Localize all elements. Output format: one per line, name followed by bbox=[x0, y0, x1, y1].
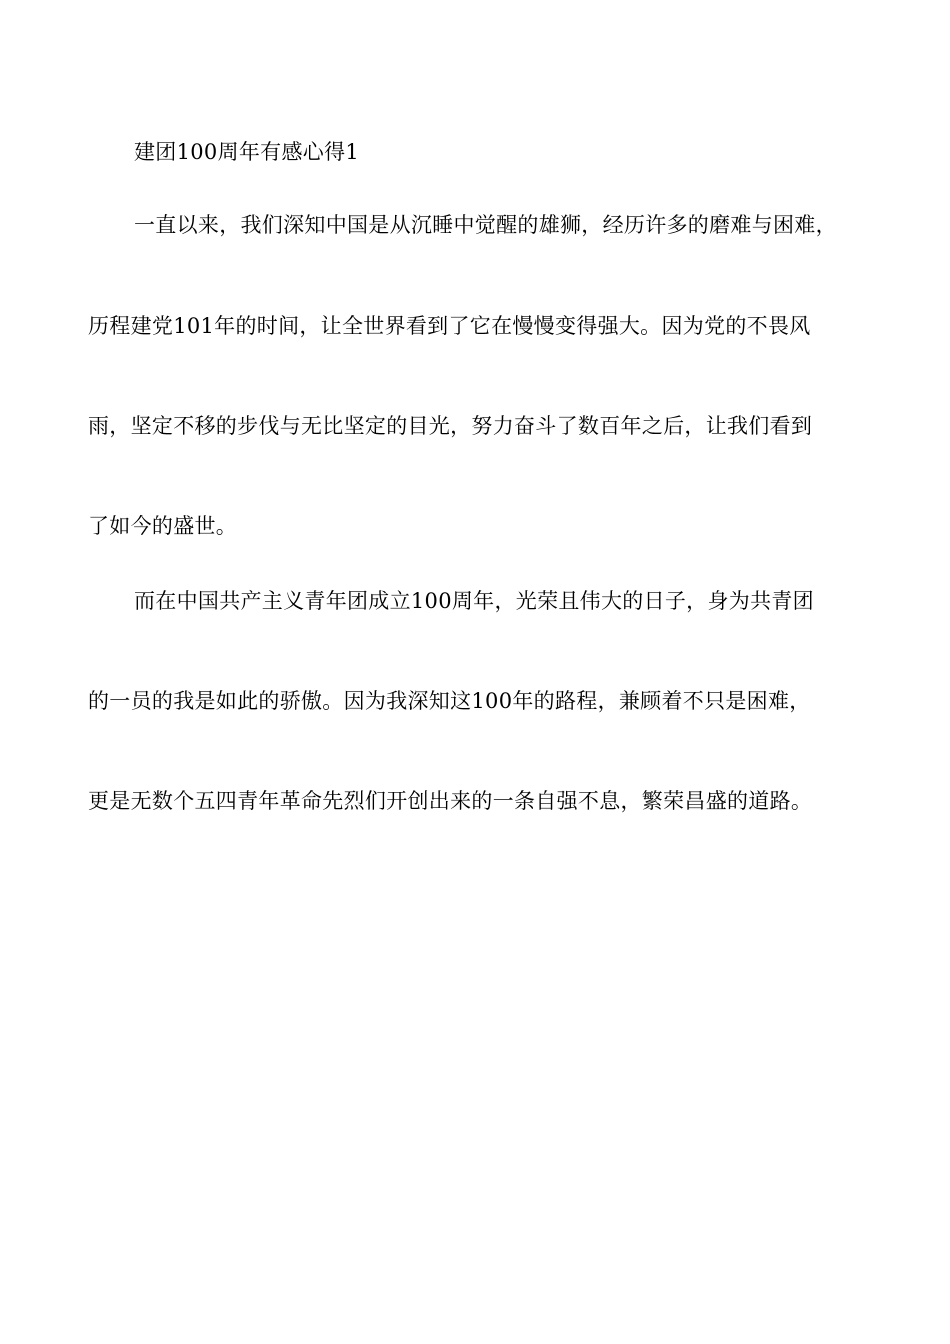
paragraph-line: 的一员的我是如此的骄傲。因为我深知这100年的路程，兼顾着不只是困难， bbox=[88, 689, 811, 713]
paragraph-line: 而在中国共产主义青年团成立100周年，光荣且伟大的日子，身为共青团 bbox=[134, 589, 814, 613]
paragraph-line: 雨，坚定不移的步伐与无比坚定的目光，努力奋斗了数百年之后，让我们看到 bbox=[88, 414, 813, 438]
paragraph-line: 一直以来，我们深知中国是从沉睡中觉醒的雄狮，经历许多的磨难与困难， bbox=[134, 213, 837, 237]
document-title: 建团100周年有感心得1 bbox=[134, 140, 360, 164]
paragraph-line: 更是无数个五四青年革命先烈们开创出来的一条自强不息，繁荣昌盛的道路。 bbox=[88, 789, 813, 813]
paragraph-line: 了如今的盛世。 bbox=[88, 514, 238, 538]
paragraph-line: 历程建党101年的时间，让全世界看到了它在慢慢变得强大。因为党的不畏风 bbox=[88, 314, 811, 338]
